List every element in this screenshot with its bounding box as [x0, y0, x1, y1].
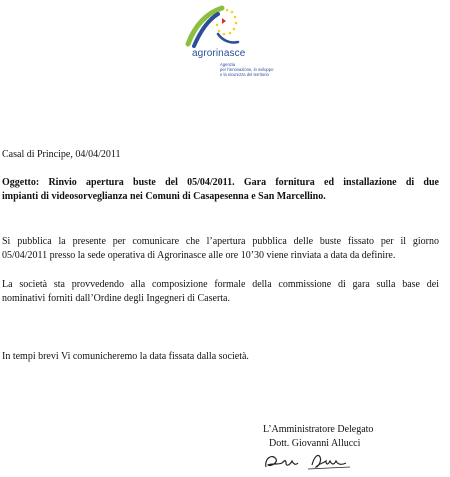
paragraph-line: 05/04/2011 presso la sede operativa di Agrorinasce alle ore 10’30 viene rinviata a data da definire.	[2, 250, 396, 261]
logo-mark-icon	[182, 4, 242, 50]
paragraph-postponement	[2, 235, 439, 263]
paragraph-line: Si pubblica la presente per comunicare che l’apertura pubblica delle buste fissato per il giorno	[2, 236, 439, 247]
signature-block	[263, 423, 373, 451]
logo-wordmark: agrorinasce	[192, 48, 246, 59]
subject	[2, 176, 439, 204]
subject-line: Oggetto: Rinvio apertura buste del 05/04/2011. Gara fornitura ed installazione di due	[2, 177, 439, 188]
signatory-name: Dott. Giovanni Allucci	[269, 438, 361, 449]
paragraph-commission	[2, 278, 439, 306]
handwritten-signature	[262, 451, 362, 473]
logo-tagline: Agenzia per l'innovazione, lo sviluppo e la sicurezza del territorio	[220, 62, 274, 77]
paragraph-line: La società sta provvedendo alla composizione formale della commissione di gara sulla base dei	[2, 279, 439, 290]
signatory-title: L’Amministratore Delegato	[263, 424, 374, 435]
place-date: Casal di Principe, 04/04/2011	[2, 149, 121, 160]
agrorinasce-logo	[168, 4, 274, 82]
subject-line: impianti di videosorveglianza nei Comuni di Casapesenna e San Marcellino.	[2, 191, 326, 202]
paragraph-line: nominativi forniti dall’Ordine degli Ingegneri di Caserta.	[2, 293, 230, 304]
paragraph-closing: In tempi brevi Vi comunicheremo la data fissata dalla società.	[2, 351, 249, 362]
